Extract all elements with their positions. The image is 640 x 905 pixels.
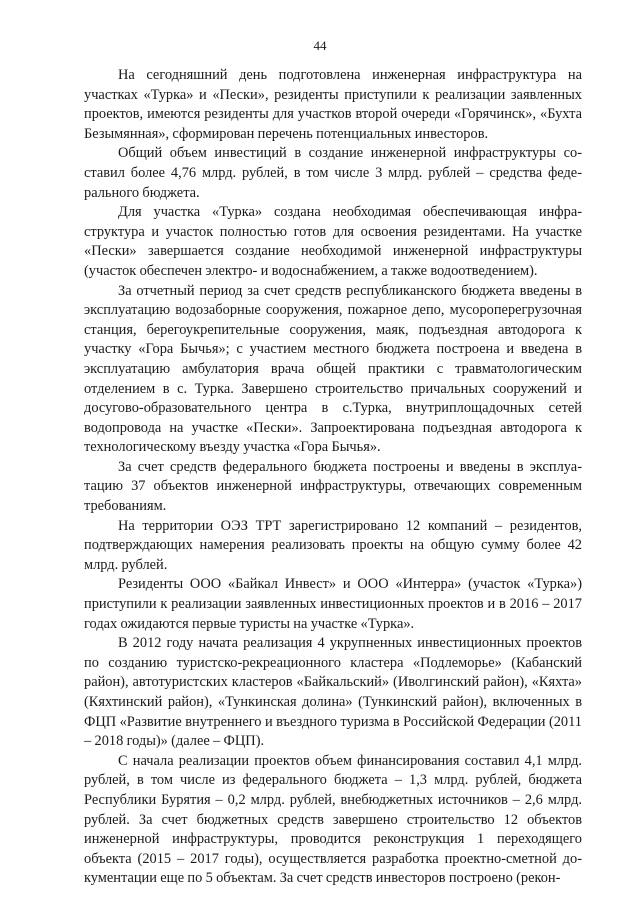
page-number: 44 xyxy=(313,38,327,53)
paragraph: Резиденты ООО «Байкал Инвест» и ООО «Интерра» (участок «Турка») приступили к реализации заявленных инвестиционных проектов и в 2016 – 2017 годах ожидаются первые туристы на участке «Турка». xyxy=(84,576,582,632)
paragraph: Для участка «Турка» создана необходимая обеспечивающая инфраструктура и участок полностью готов для освоения резидентами. На участке «Пески» завершается создание необходимой инженерной инфраструктуры (участок обеспечен электро- и водоснабжением, а также водоотведением). xyxy=(84,204,582,279)
paragraph: На территории ОЭЗ ТРТ зарегистрировано 12 компаний – резидентов, подтверждающих намерения реализовать проекты на общую сумму более 42 млрд. рублей. xyxy=(84,517,582,573)
paragraph: За счет средств федерального бюджета построены и введены в эксплуатацию 37 объектов инженерной инфраструктуры, отвечающих современным требованиям. xyxy=(84,458,582,515)
paragraph: Общий объем инвестиций в создание инженерной инфраструктуры составил более 4,76 млрд. рублей, в том числе 3 млрд. рублей – средства федерального бюджета. xyxy=(84,145,582,201)
paragraph: С начала реализации проектов объем финансирования составил 4,1 млрд. рублей, в том числе из федерального бюджета – 1,3 млрд. рублей, бюджета Республики Бурятия – 0,2 млрд. рублей, внебюджетных источников – 2,6 млрд. рублей. За счет бюджетных средств завершено строительство 12 объектов инженерной инфраструктуры, проводится реконструкция 1 переходящего объекта (2015 – 2017 годы), осуществляется разработка проектно-сметной документации еще по 5 объектам. За счет средств инвесторов построено (рекон- xyxy=(84,752,582,887)
paragraph: На сегодняшний день подготовлена инженерная инфраструктура на участках «Турка» и «Пески», резиденты приступили к реализации заявленных проектов, имеются резиденты для участков второй очереди «Горячинск», «Бухта Безымянная», сформирован перечень потенциальных инвесторов. xyxy=(84,67,582,142)
paragraph: В 2012 году начата реализация 4 укрупненных инвестиционных проектов по созданию туристско-рекреационного кластера «Подлеморье» (Кабанский район), автотуристских кластеров «Байкальский» (Иволгинский район), «Кяхта» (Кяхтинский район), «Тункинская долина» (Тункинский район), включенных в ФЦП «Развитие внутреннего и въездного туризма в Российской Федерации (2011 – 2018 годы)» (далее – ФЦП). xyxy=(84,635,582,750)
body-text xyxy=(84,66,582,889)
paragraph: За отчетный период за счет средств республиканского бюджета введены в эксплуатацию водозаборные сооружения, пожарное депо, мусороперегрузочная станция, берегоукрепительные сооружения, маяк, подъездная автодорога к участку «Гора Бычья»; с участием местного бюджета построена и введена в эксплуатацию амбулатория врача общей практики с травматологическим отделением в с. Турка. Завершено строительство причальных сооружений и досугово-образовательного центра в с.Турка, внутриплощадочных сетей водопровода на участке «Пески». Запроектирована подъездная автодорога к технологическому въезду участка «Гора Бычья». xyxy=(84,282,582,456)
